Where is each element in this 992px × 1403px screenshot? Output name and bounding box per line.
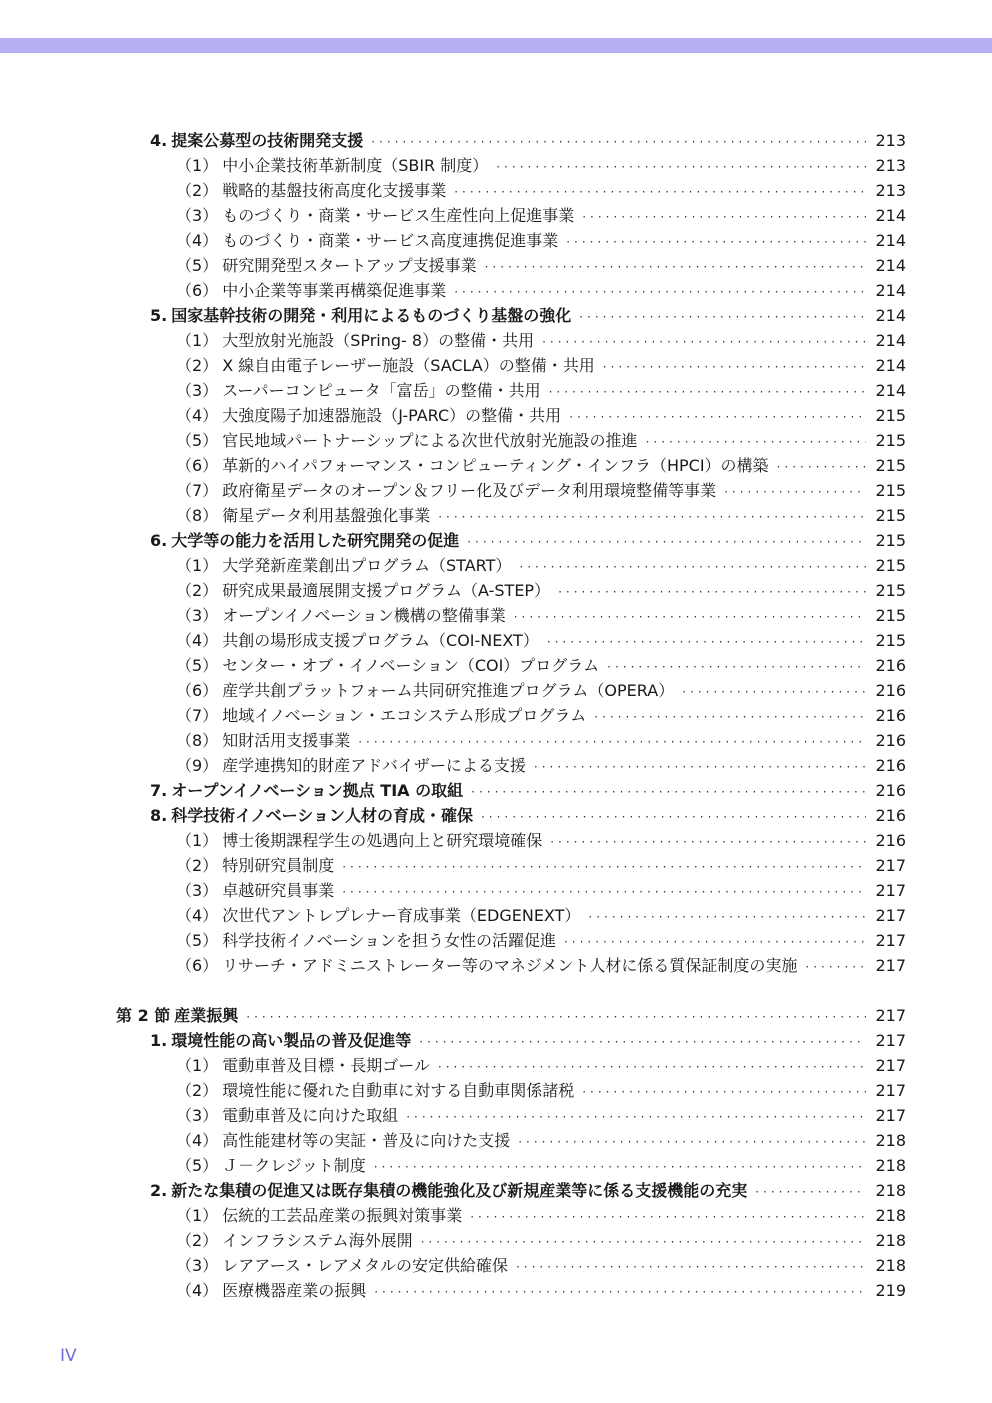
toc-entry-label bbox=[176, 1103, 398, 1128]
header-color-band bbox=[0, 38, 992, 53]
toc-item[interactable] bbox=[0, 328, 992, 353]
toc-entry-title: 研究開発型スタートアップ支援事業 bbox=[222, 256, 477, 275]
toc-entry-title: センター・オブ・イノベーション（COI）プログラム bbox=[222, 656, 600, 675]
toc-entry-label bbox=[176, 1053, 430, 1078]
toc-heading[interactable] bbox=[0, 528, 992, 553]
dot-leader bbox=[542, 330, 866, 355]
toc-entry-label bbox=[176, 853, 334, 878]
toc-entry-label bbox=[176, 153, 488, 178]
toc-item[interactable] bbox=[0, 703, 992, 728]
dot-leader bbox=[805, 955, 866, 980]
dot-leader bbox=[534, 755, 866, 780]
toc-entry-title: 国家基幹技術の開発・利用によるものづくり基盤の強化 bbox=[171, 306, 572, 325]
toc-item[interactable] bbox=[0, 828, 992, 853]
dot-leader bbox=[371, 130, 866, 155]
toc-heading[interactable] bbox=[0, 1028, 992, 1053]
toc-entry-page: 217 bbox=[875, 956, 906, 975]
toc-item[interactable] bbox=[0, 503, 992, 528]
toc-entry-label bbox=[176, 728, 350, 753]
toc-entry-page: 218 bbox=[875, 1231, 906, 1250]
toc-entry-label bbox=[176, 903, 580, 928]
toc-entry-title: 環境性能の高い製品の普及促進等 bbox=[171, 1031, 412, 1050]
toc-entry-page: 216 bbox=[875, 731, 906, 750]
toc-section[interactable] bbox=[0, 1003, 992, 1028]
toc-entry-number: （6） bbox=[176, 681, 219, 700]
toc-entry-title: 環境性能に優れた自動車に対する自動車関係諸税 bbox=[222, 1081, 575, 1100]
toc-entry-label bbox=[176, 1203, 462, 1228]
toc-entry-title: 共創の場形成支援プログラム（COI-NEXT） bbox=[222, 631, 539, 650]
toc-entry-title: インフラシステム海外展開 bbox=[222, 1231, 413, 1250]
toc-entry-title: 産業振興 bbox=[174, 1006, 239, 1025]
toc-entry-label bbox=[176, 178, 446, 203]
toc-entry-number: 6. bbox=[150, 531, 168, 550]
dot-leader bbox=[516, 1255, 866, 1280]
toc-entry-number: （3） bbox=[176, 1106, 219, 1125]
dot-leader bbox=[438, 505, 866, 530]
toc-entry-title: 科学技術イノベーション人材の育成・確保 bbox=[171, 806, 473, 825]
toc-entry-title: ものづくり・商業・サービス生産性向上促進事業 bbox=[222, 206, 575, 225]
toc-entry-label bbox=[176, 628, 539, 653]
toc-entry-page: 214 bbox=[875, 306, 906, 325]
toc-entry-number: （1） bbox=[176, 156, 219, 175]
toc-item[interactable] bbox=[0, 953, 992, 978]
toc-entry-page: 214 bbox=[875, 356, 906, 375]
toc-entry-page: 219 bbox=[875, 1281, 906, 1300]
toc-item[interactable] bbox=[0, 603, 992, 628]
dot-leader bbox=[481, 805, 866, 830]
toc-heading[interactable] bbox=[0, 1178, 992, 1203]
toc-entry-title: 次世代アントレプレナー育成事業（EDGENEXT） bbox=[222, 906, 581, 925]
toc-entry-number: （3） bbox=[176, 606, 219, 625]
toc-entry-label bbox=[176, 453, 769, 478]
toc-entry-number: （3） bbox=[176, 881, 219, 900]
toc-entry-title: 研究成果最適展開支援プログラム（A-STEP） bbox=[222, 581, 551, 600]
toc-entry-title: 提案公募型の技術開発支援 bbox=[171, 131, 364, 150]
toc-heading[interactable] bbox=[0, 778, 992, 803]
toc-entry-page: 213 bbox=[875, 156, 906, 175]
toc-entry-title: 卓越研究員事業 bbox=[222, 881, 335, 900]
toc-entry-title: ものづくり・商業・サービス高度連携促進事業 bbox=[222, 231, 559, 250]
toc-entry-number: 5. bbox=[150, 306, 168, 325]
toc-entry-title: 新たな集積の促進又は既存集積の機能強化及び新規産業等に係る支援機能の充実 bbox=[171, 1181, 748, 1200]
toc-item[interactable] bbox=[0, 453, 992, 478]
toc-entry-label bbox=[176, 228, 558, 253]
toc-item[interactable] bbox=[0, 278, 992, 303]
toc-entry-title: リサーチ・アドミニストレーター等のマネジメント人材に係る質保証制度の実施 bbox=[222, 956, 798, 975]
toc-entry-page: 217 bbox=[875, 1106, 906, 1125]
dot-leader bbox=[755, 1180, 866, 1205]
toc-item[interactable] bbox=[0, 753, 992, 778]
toc-entry-label bbox=[176, 278, 446, 303]
toc-entry-number: 4. bbox=[150, 131, 168, 150]
toc-entry-title: 産学連携知的財産アドバイザーによる支援 bbox=[222, 756, 526, 775]
toc-item[interactable] bbox=[0, 253, 992, 278]
dot-leader bbox=[558, 580, 866, 605]
toc-entry-title: オープンイノベーション機構の整備事業 bbox=[222, 606, 506, 625]
toc-entry-title: 特別研究員制度 bbox=[222, 856, 335, 875]
toc-entry-page: 213 bbox=[875, 181, 906, 200]
toc-entry-number: （2） bbox=[176, 856, 219, 875]
toc-entry-title: スーパーコンピュータ「富岳」の整備・共用 bbox=[222, 381, 541, 400]
toc-entry-page: 215 bbox=[875, 631, 906, 650]
toc-entry-page: 217 bbox=[875, 1031, 906, 1050]
toc-item[interactable] bbox=[0, 1053, 992, 1078]
toc-entry-title: 地域イノベーション・エコシステム形成プログラム bbox=[222, 706, 587, 725]
page-number: IV bbox=[60, 1346, 77, 1366]
toc-entry-label bbox=[176, 1078, 574, 1103]
toc-entry-title: 産学共創プラットフォーム共同研究推進プログラム（OPERA） bbox=[222, 681, 675, 700]
toc-entry-label bbox=[176, 753, 526, 778]
toc-entry-page: 218 bbox=[875, 1156, 906, 1175]
toc-entry-label bbox=[150, 1028, 411, 1053]
toc-entry-title: 政府衛星データのオープン＆フリー化及びデータ利用環境整備等事業 bbox=[222, 481, 717, 500]
dot-leader bbox=[607, 655, 866, 680]
toc-entry-page: 217 bbox=[875, 881, 906, 900]
toc-entry-label bbox=[176, 253, 477, 278]
dot-leader bbox=[406, 1105, 866, 1130]
toc-entry-title: 医療機器産業の振興 bbox=[222, 1281, 367, 1300]
toc-entry-title: 大学発新産業創出プログラム（START） bbox=[222, 556, 512, 575]
toc-item[interactable] bbox=[0, 678, 992, 703]
toc-entry-title: 高性能建材等の実証・普及に向けた支援 bbox=[222, 1131, 511, 1150]
toc-entry-number: （1） bbox=[176, 1206, 219, 1225]
toc-item[interactable] bbox=[0, 853, 992, 878]
dot-leader bbox=[374, 1155, 866, 1180]
toc-item[interactable] bbox=[0, 628, 992, 653]
toc-entry-title: レアアース・レアメタルの安定供給確保 bbox=[222, 1256, 508, 1275]
toc-entry-label bbox=[176, 1253, 508, 1278]
toc-entry-label bbox=[176, 1278, 366, 1303]
toc-item[interactable] bbox=[0, 578, 992, 603]
toc-entry-number: （2） bbox=[176, 181, 219, 200]
toc-entry-number: （4） bbox=[176, 406, 219, 425]
toc-entry-page: 217 bbox=[875, 1006, 906, 1025]
toc-entry-title: 衛星データ利用基盤強化事業 bbox=[222, 506, 431, 525]
toc-entry-label bbox=[150, 303, 571, 328]
toc-entry-number: （6） bbox=[176, 281, 219, 300]
toc-entry-label bbox=[176, 928, 556, 953]
toc-entry-number: 第 2 節 bbox=[116, 1006, 171, 1025]
toc-entry-page: 216 bbox=[875, 706, 906, 725]
toc-entry-title: 官民地域パートナーシップによる次世代放射光施設の推進 bbox=[222, 431, 638, 450]
toc-entry-label bbox=[150, 128, 363, 153]
toc-entry-title: 博士後期課程学生の処遇向上と研究環境確保 bbox=[222, 831, 543, 850]
toc-entry-number: （3） bbox=[176, 206, 219, 225]
toc-entry-page: 215 bbox=[875, 531, 906, 550]
toc-entry-number: （1） bbox=[176, 1056, 219, 1075]
dot-leader bbox=[485, 255, 866, 280]
toc-item[interactable] bbox=[0, 478, 992, 503]
toc-entry-title: 電動車普及に向けた取組 bbox=[222, 1106, 399, 1125]
dot-leader bbox=[467, 530, 866, 555]
toc-entry-number: （1） bbox=[176, 831, 219, 850]
dot-leader bbox=[550, 830, 866, 855]
toc-entry-title: 中小企業技術革新制度（SBIR 制度） bbox=[222, 156, 489, 175]
toc-entry-page: 216 bbox=[875, 831, 906, 850]
toc-heading[interactable] bbox=[0, 128, 992, 153]
toc-entry-label bbox=[176, 878, 334, 903]
toc-entry-number: （8） bbox=[176, 731, 219, 750]
toc-item[interactable] bbox=[0, 553, 992, 578]
toc-entry-label bbox=[176, 703, 586, 728]
toc-entry-page: 216 bbox=[875, 781, 906, 800]
toc-entry-number: （5） bbox=[176, 1156, 219, 1175]
toc-entry-label bbox=[176, 203, 574, 228]
toc-item[interactable] bbox=[0, 1253, 992, 1278]
toc-entry-number: （6） bbox=[176, 456, 219, 475]
toc-entry-number: （4） bbox=[176, 231, 219, 250]
toc-entry-page: 217 bbox=[875, 931, 906, 950]
toc-entry-page: 215 bbox=[875, 431, 906, 450]
toc-entry-label bbox=[150, 528, 459, 553]
toc-entry-number: （5） bbox=[176, 256, 219, 275]
toc-entry-label bbox=[176, 553, 511, 578]
toc-heading[interactable] bbox=[0, 803, 992, 828]
toc-entry-label bbox=[150, 1178, 747, 1203]
dot-leader bbox=[582, 1080, 866, 1105]
toc-entry-label bbox=[176, 603, 506, 628]
toc-entry-number: （4） bbox=[176, 631, 219, 650]
toc-entry-page: 214 bbox=[875, 256, 906, 275]
toc-entry-label bbox=[176, 653, 599, 678]
dot-leader bbox=[549, 380, 866, 405]
toc-entry-number: （3） bbox=[176, 1256, 219, 1275]
dot-leader bbox=[496, 155, 866, 180]
toc-entry-number: （8） bbox=[176, 506, 219, 525]
toc-item[interactable] bbox=[0, 353, 992, 378]
dot-leader bbox=[518, 1130, 866, 1155]
dot-leader bbox=[547, 630, 866, 655]
toc-entry-title: 戦略的基盤技術高度化支援事業 bbox=[222, 181, 447, 200]
toc-item[interactable] bbox=[0, 1078, 992, 1103]
toc-entry-number: （9） bbox=[176, 756, 219, 775]
toc-entry-title: オープンイノベーション拠点 TIA の取組 bbox=[171, 781, 464, 800]
toc-entry-number: （6） bbox=[176, 956, 219, 975]
dot-leader bbox=[566, 230, 866, 255]
toc-item[interactable] bbox=[0, 878, 992, 903]
dot-leader bbox=[358, 730, 866, 755]
toc-item[interactable] bbox=[0, 203, 992, 228]
toc-entry-label bbox=[176, 953, 797, 978]
toc-entry-title: 伝統的工芸品産業の振興対策事業 bbox=[222, 1206, 463, 1225]
toc-entry-number: （2） bbox=[176, 1231, 219, 1250]
toc-entry-label bbox=[176, 828, 542, 853]
dot-leader bbox=[471, 780, 866, 805]
toc-entry-page: 214 bbox=[875, 206, 906, 225]
toc-entry-number: 8. bbox=[150, 806, 168, 825]
toc-entry-number: （1） bbox=[176, 331, 219, 350]
dot-leader bbox=[421, 1230, 866, 1255]
toc-entry-page: 218 bbox=[875, 1206, 906, 1225]
toc-entry-page: 215 bbox=[875, 606, 906, 625]
toc-entry-page: 214 bbox=[875, 381, 906, 400]
toc-entry-label bbox=[176, 503, 430, 528]
toc-entry-number: （4） bbox=[176, 1281, 219, 1300]
toc-entry-number: （5） bbox=[176, 656, 219, 675]
toc-entry-page: 215 bbox=[875, 556, 906, 575]
toc-entry-page: 218 bbox=[875, 1131, 906, 1150]
toc-entry-label bbox=[176, 1128, 510, 1153]
toc-entry-label bbox=[176, 328, 534, 353]
toc-entry-page: 217 bbox=[875, 1081, 906, 1100]
toc-entry-label bbox=[176, 403, 561, 428]
dot-leader bbox=[342, 880, 866, 905]
dot-leader bbox=[594, 705, 866, 730]
toc-entry-page: 214 bbox=[875, 281, 906, 300]
toc-heading[interactable] bbox=[0, 303, 992, 328]
toc-entry-title: 大型放射光施設（SPring- 8）の整備・共用 bbox=[222, 331, 535, 350]
toc-entry-label bbox=[176, 1153, 366, 1178]
toc-item[interactable] bbox=[0, 153, 992, 178]
toc-item[interactable] bbox=[0, 403, 992, 428]
toc-entry-page: 214 bbox=[875, 331, 906, 350]
toc-item[interactable] bbox=[0, 1103, 992, 1128]
toc-entry-number: （7） bbox=[176, 706, 219, 725]
dot-leader bbox=[582, 205, 866, 230]
toc-entry-number: 7. bbox=[150, 781, 168, 800]
dot-leader bbox=[646, 430, 866, 455]
toc-entry-number: （2） bbox=[176, 1081, 219, 1100]
toc-entry-page: 215 bbox=[875, 581, 906, 600]
toc-entry-number: （7） bbox=[176, 481, 219, 500]
toc-item[interactable] bbox=[0, 1278, 992, 1303]
toc-item[interactable] bbox=[0, 1128, 992, 1153]
toc-entry-page: 217 bbox=[875, 1056, 906, 1075]
toc-entry-page: 216 bbox=[875, 656, 906, 675]
toc-entry-label bbox=[176, 678, 674, 703]
dot-leader bbox=[569, 405, 866, 430]
toc-entry-title: 科学技術イノベーションを担う女性の活躍促進 bbox=[222, 931, 556, 950]
toc-entry-title: 大学等の能力を活用した研究開発の促進 bbox=[171, 531, 460, 550]
toc-entry-page: 215 bbox=[875, 406, 906, 425]
dot-leader bbox=[438, 1055, 866, 1080]
toc-entry-label bbox=[116, 1003, 238, 1028]
toc-entry-label bbox=[176, 353, 595, 378]
toc-entry-page: 217 bbox=[875, 856, 906, 875]
dot-leader bbox=[246, 1005, 866, 1030]
toc-entry-label bbox=[150, 803, 473, 828]
toc-entry-title: 知財活用支援事業 bbox=[222, 731, 351, 750]
toc-entry-title: Ｊ－クレジット制度 bbox=[222, 1156, 366, 1175]
dot-leader bbox=[470, 1205, 866, 1230]
dot-leader bbox=[342, 855, 866, 880]
toc-item[interactable] bbox=[0, 1153, 992, 1178]
toc-entry-label bbox=[176, 478, 716, 503]
toc-entry-number: （2） bbox=[176, 581, 219, 600]
toc-item[interactable] bbox=[0, 928, 992, 953]
toc-entry-title: 大強度陽子加速器施設（J-PARC）の整備・共用 bbox=[222, 406, 562, 425]
toc-entry-page: 215 bbox=[875, 481, 906, 500]
toc-item[interactable] bbox=[0, 1228, 992, 1253]
dot-leader bbox=[374, 1280, 866, 1305]
toc-entry-page: 216 bbox=[875, 806, 906, 825]
dot-leader bbox=[419, 1030, 866, 1055]
toc-entry-title: X 線自由電子レーザー施設（SACLA）の整備・共用 bbox=[222, 356, 595, 375]
toc-entry-page: 215 bbox=[875, 456, 906, 475]
toc-entry-label bbox=[176, 578, 550, 603]
toc-entry-number: 2. bbox=[150, 1181, 168, 1200]
toc-entry-number: （4） bbox=[176, 906, 219, 925]
dot-leader bbox=[514, 605, 866, 630]
toc-entry-page: 218 bbox=[875, 1256, 906, 1275]
toc-entry-page: 215 bbox=[875, 506, 906, 525]
toc-entry-title: 電動車普及目標・長期ゴール bbox=[222, 1056, 430, 1075]
toc-item[interactable] bbox=[0, 1203, 992, 1228]
toc-item[interactable] bbox=[0, 903, 992, 928]
toc-entry-number: （1） bbox=[176, 556, 219, 575]
toc-entry-label bbox=[176, 378, 541, 403]
toc-entry-label bbox=[176, 428, 638, 453]
toc-entry-number: （5） bbox=[176, 431, 219, 450]
toc-item[interactable] bbox=[0, 653, 992, 678]
toc-entry-title: 革新的ハイパフォーマンス・コンピューティング・インフラ（HPCI）の構築 bbox=[222, 456, 769, 475]
toc-entry-number: （4） bbox=[176, 1131, 219, 1150]
dot-leader bbox=[603, 355, 866, 380]
dot-leader bbox=[564, 930, 866, 955]
toc-entry-number: （2） bbox=[176, 356, 219, 375]
toc-entry-number: （5） bbox=[176, 931, 219, 950]
toc-entry-title: 中小企業等事業再構築促進事業 bbox=[222, 281, 447, 300]
toc-entry-page: 214 bbox=[875, 231, 906, 250]
toc-entry-page: 217 bbox=[875, 906, 906, 925]
toc-item[interactable] bbox=[0, 728, 992, 753]
toc-entry-number: （3） bbox=[176, 381, 219, 400]
dot-leader bbox=[724, 480, 866, 505]
dot-leader bbox=[454, 180, 866, 205]
dot-leader bbox=[777, 455, 866, 480]
dot-leader bbox=[682, 680, 866, 705]
toc-entry-page: 218 bbox=[875, 1181, 906, 1200]
toc-item[interactable] bbox=[0, 228, 992, 253]
toc-entry-page: 216 bbox=[875, 756, 906, 775]
dot-leader bbox=[588, 905, 866, 930]
toc-entry-page: 213 bbox=[875, 131, 906, 150]
toc-entry-number: 1. bbox=[150, 1031, 168, 1050]
toc-entry-label bbox=[150, 778, 463, 803]
toc-item[interactable] bbox=[0, 378, 992, 403]
toc-item[interactable] bbox=[0, 428, 992, 453]
dot-leader bbox=[519, 555, 866, 580]
dot-leader bbox=[454, 280, 866, 305]
dot-leader bbox=[579, 305, 866, 330]
toc-entry-page: 216 bbox=[875, 681, 906, 700]
toc-item[interactable] bbox=[0, 178, 992, 203]
toc-entry-label bbox=[176, 1228, 413, 1253]
table-of-contents bbox=[0, 128, 992, 1303]
